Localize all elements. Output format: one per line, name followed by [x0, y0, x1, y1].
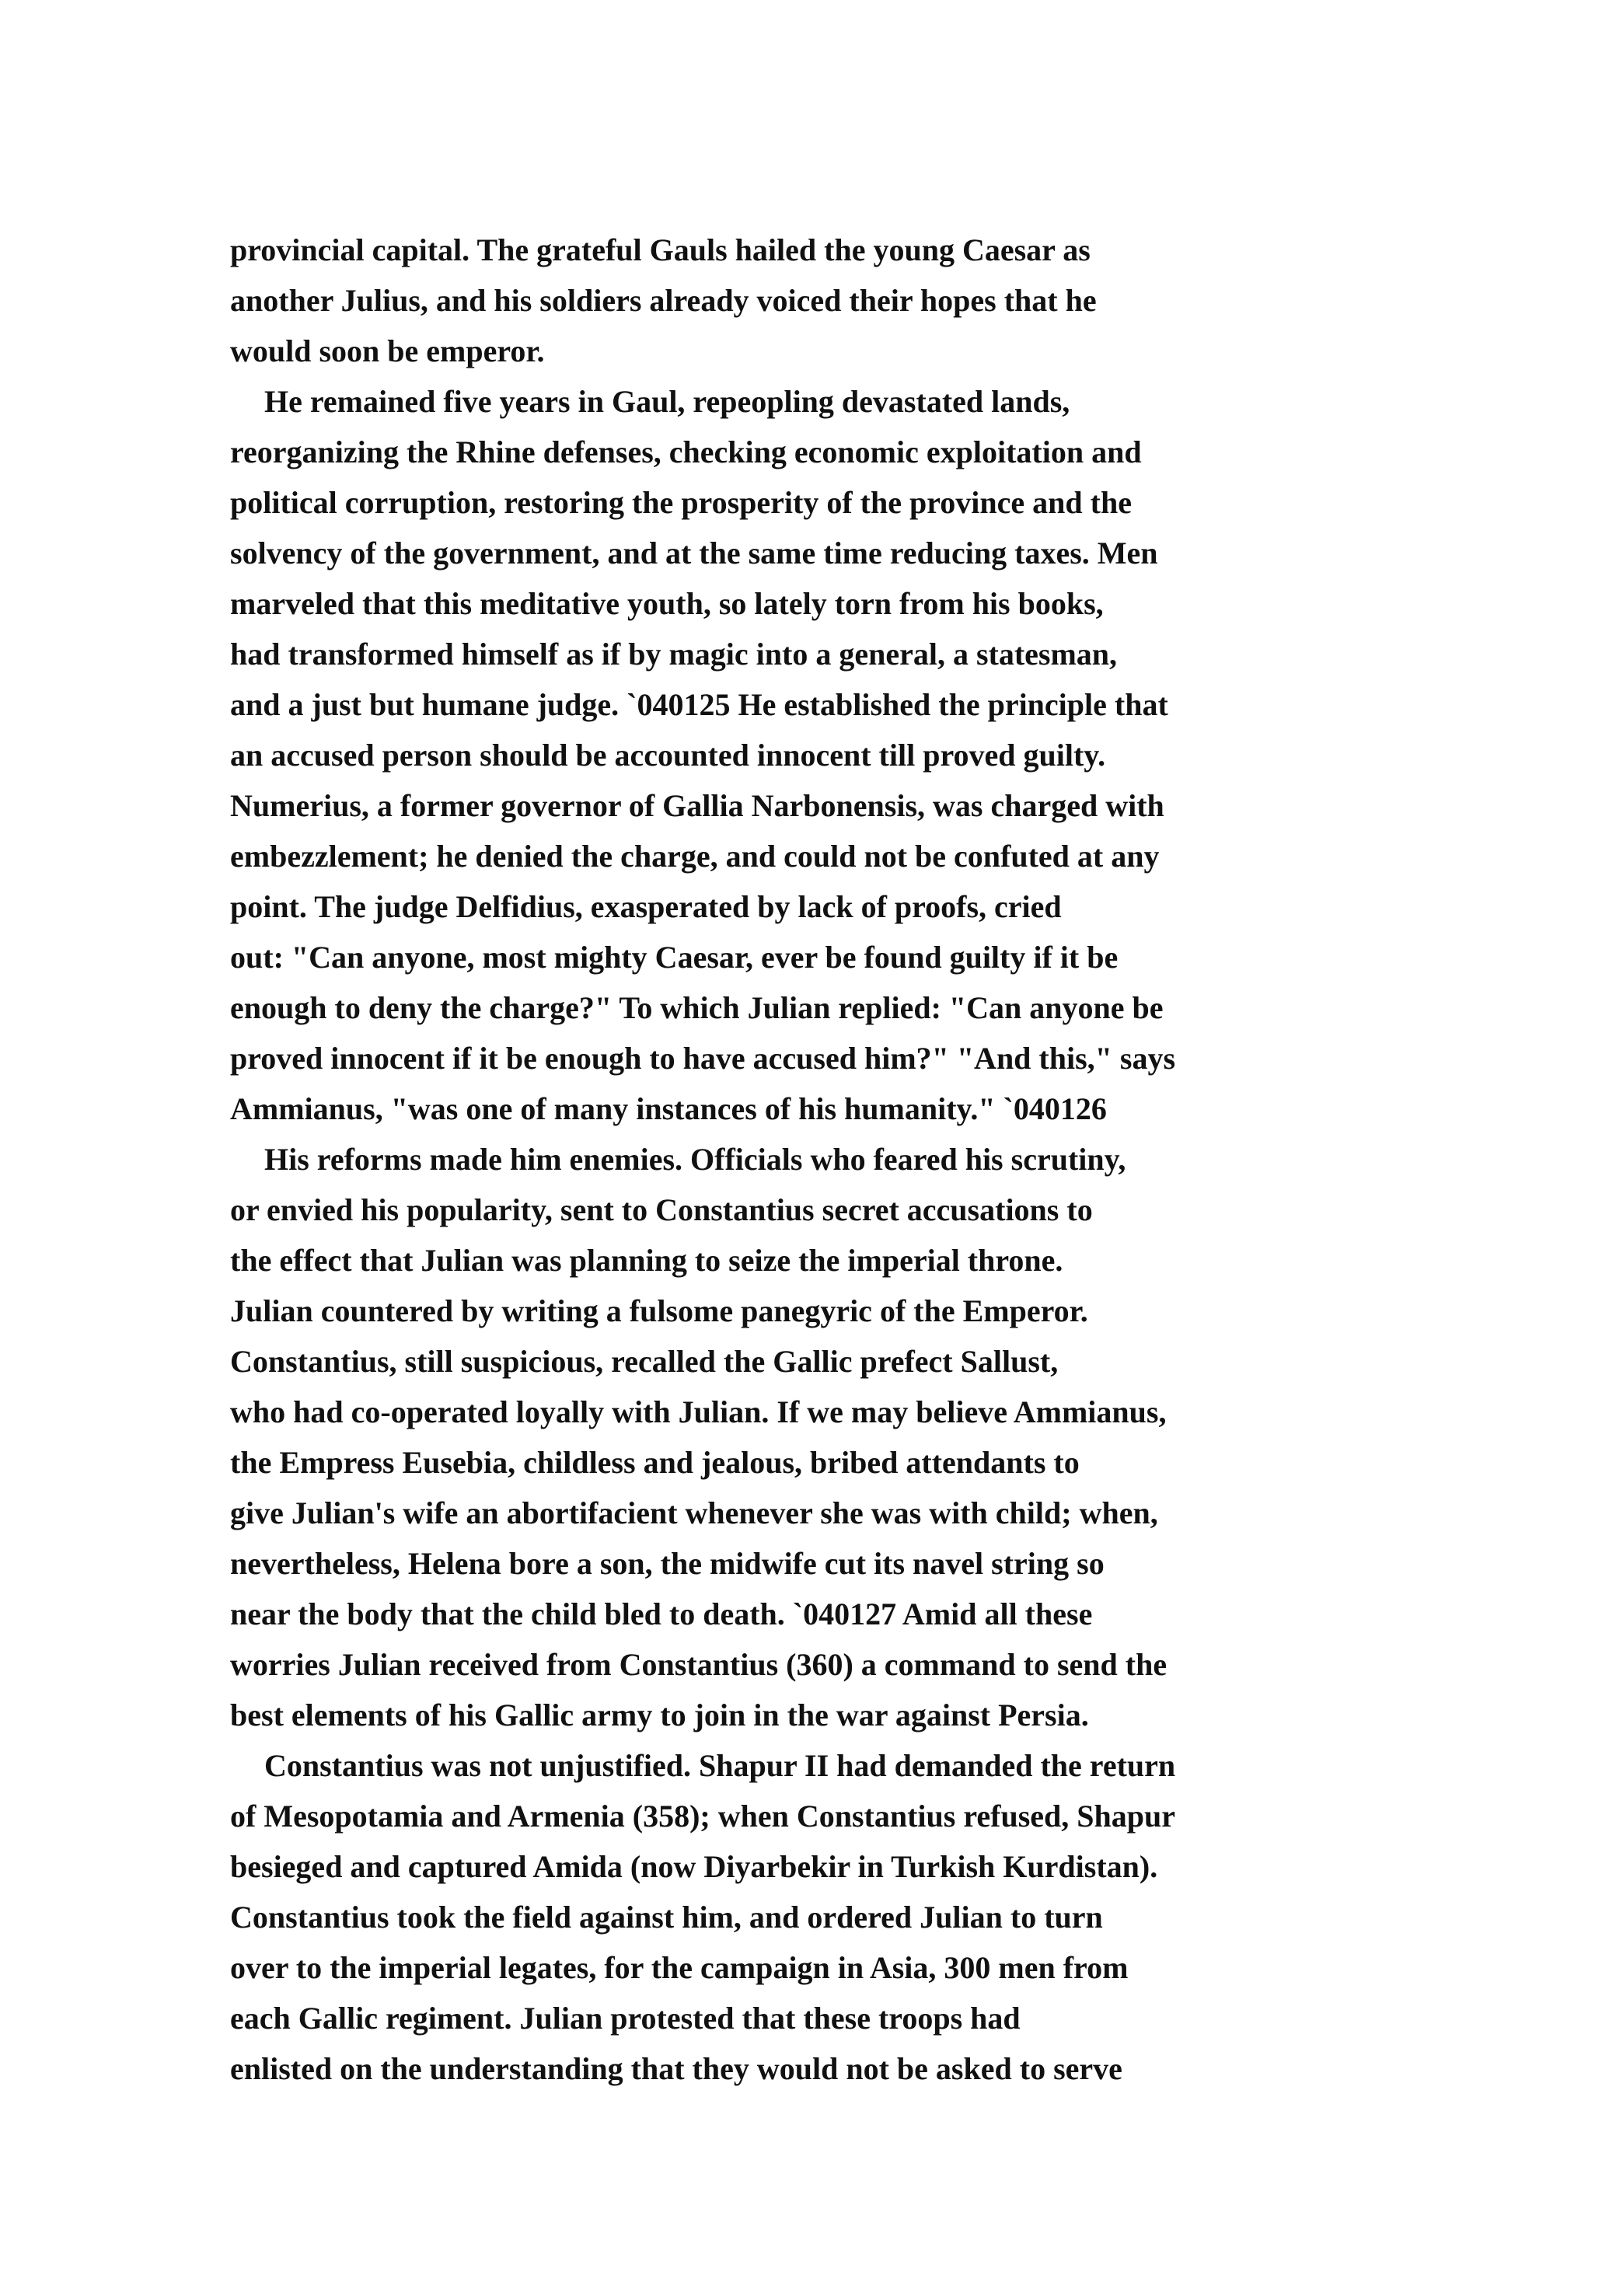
text-line: point. The judge Delfidius, exasperated by lack of proofs, cried — [230, 889, 1062, 924]
text-line: besieged and captured Amida (now Diyarbekir in Turkish Kurdistan). — [230, 1849, 1158, 1884]
text-line: would soon be emperor. — [230, 333, 545, 368]
text-line: another Julius, and his soldiers already voiced their hopes that he — [230, 283, 1097, 318]
text-line: political corruption, restoring the prosperity of the province and the — [230, 485, 1132, 520]
text-line: had transformed himself as if by magic into a general, a statesman, — [230, 637, 1118, 672]
text-line: Constantius, still suspicious, recalled the Gallic prefect Sallust, — [230, 1344, 1059, 1379]
text-line: an accused person should be accounted innocent till proved guilty. — [230, 738, 1106, 773]
text-line: Constantius took the field against him, and ordered Julian to turn — [230, 1900, 1103, 1935]
text-line: the effect that Julian was planning to seize the imperial throne. — [230, 1243, 1063, 1278]
text-line: Numerius, a former governor of Gallia Narbonensis, was charged with — [230, 788, 1164, 823]
text-line: the Empress Eusebia, childless and jealous, bribed attendants to — [230, 1445, 1080, 1480]
text-line: solvency of the government, and at the same time reducing taxes. Men — [230, 536, 1158, 571]
text-line: enlisted on the understanding that they would not be asked to serve — [230, 2051, 1122, 2086]
text-line: near the body that the child bled to death. `040127 Amid all these — [230, 1596, 1093, 1631]
text-line: of Mesopotamia and Armenia (358); when Constantius refused, Shapur — [230, 1799, 1176, 1834]
text-line: proved innocent if it be enough to have accused him?" "And this," says — [230, 1041, 1176, 1076]
text-line: each Gallic regiment. Julian protested that these troops had — [230, 2001, 1021, 2036]
text-line: embezzlement; he denied the charge, and could not be confuted at any — [230, 839, 1160, 874]
text-line: provincial capital. The grateful Gauls hailed the young Caesar as — [230, 232, 1091, 267]
text-line: enough to deny the charge?" To which Julian replied: "Can anyone be — [230, 990, 1164, 1025]
text-line: or envied his popularity, sent to Constantius secret accusations to — [230, 1192, 1093, 1227]
text-line: nevertheless, Helena bore a son, the midwife cut its navel string so — [230, 1546, 1105, 1581]
text-line: marveled that this meditative youth, so lately torn from his books, — [230, 586, 1104, 621]
text-line: Julian countered by writing a fulsome panegyric of the Emperor. — [230, 1293, 1088, 1328]
text-line: Ammianus, "was one of many instances of his humanity." `040126 — [230, 1091, 1107, 1126]
paragraph-first-line: Constantius was not unjustified. Shapur II had demanded the return — [264, 1748, 1176, 1783]
text-line: who had co-operated loyally with Julian. If we may believe Ammianus, — [230, 1394, 1167, 1429]
text-line: worries Julian received from Constantius (360) a command to send the — [230, 1647, 1167, 1682]
text-line: best elements of his Gallic army to join in the war against Persia. — [230, 1698, 1089, 1732]
text-line: over to the imperial legates, for the campaign in Asia, 300 men from — [230, 1950, 1129, 1985]
text-line: and a just but humane judge. `040125 He established the principle that — [230, 687, 1168, 722]
body-text — [230, 225, 1287, 2094]
text-line: out: "Can anyone, most mighty Caesar, ever be found guilty if it be — [230, 940, 1119, 975]
text-line: give Julian's wife an abortifacient whenever she was with child; when, — [230, 1495, 1158, 1530]
paragraph-first-line: His reforms made him enemies. Officials who feared his scrutiny, — [264, 1142, 1126, 1177]
paragraph-first-line: He remained five years in Gaul, repeopling devastated lands, — [264, 384, 1070, 419]
text-line: reorganizing the Rhine defenses, checking economic exploitation and — [230, 434, 1142, 469]
